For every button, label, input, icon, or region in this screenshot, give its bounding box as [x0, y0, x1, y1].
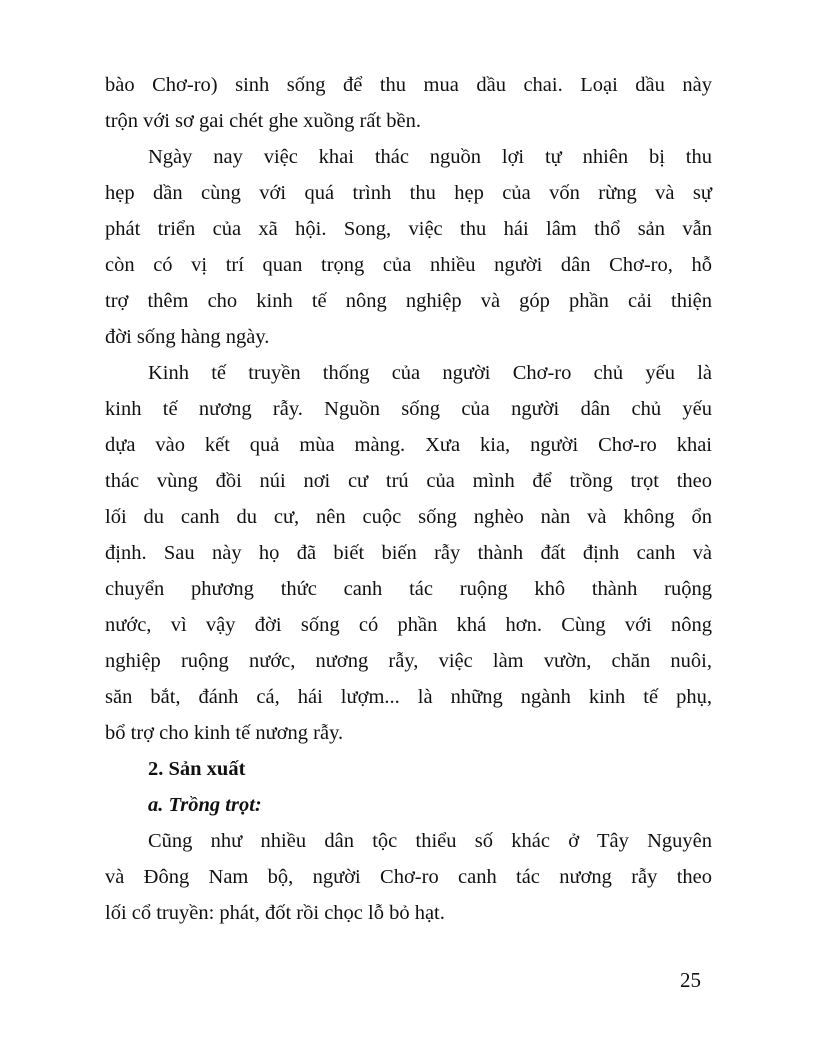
- text-line: săn bắt, đánh cá, hái lượm... là những ngành kinh tế phụ,: [105, 686, 712, 708]
- text-line: Kinh tế truyền thống của người Chơ-ro chủ yếu là: [148, 362, 712, 384]
- text-line: đời sống hàng ngày.: [105, 326, 270, 348]
- text-line: phát triển của xã hội. Song, việc thu hái lâm thổ sản vẫn: [105, 218, 712, 240]
- text-line: chuyển phương thức canh tác ruộng khô thành ruộng: [105, 578, 712, 600]
- text-line: và Đông Nam bộ, người Chơ-ro canh tác nương rẫy theo: [105, 866, 712, 888]
- text-line: kinh tế nương rẫy. Nguồn sống của người dân chủ yếu: [105, 398, 712, 420]
- text-line: trộn với sơ gai chét ghe xuồng rất bền.: [105, 110, 422, 132]
- section-heading: 2. Sản xuất: [148, 758, 246, 780]
- text-line: thác vùng đồi núi nơi cư trú của mình để trồng trọt theo: [105, 470, 712, 492]
- page-body: [105, 67, 712, 931]
- text-line: Ngày nay việc khai thác nguồn lợi tự nhiên bị thu: [148, 146, 712, 168]
- text-line: lối du canh du cư, nên cuộc sống nghèo nàn và không ổn: [105, 506, 712, 528]
- text-line: lối cổ truyền: phát, đốt rồi chọc lỗ bỏ hạt.: [105, 902, 445, 924]
- text-line: Cũng như nhiều dân tộc thiểu số khác ở Tây Nguyên: [148, 830, 712, 852]
- text-line: hẹp dần cùng với quá trình thu hẹp của vốn rừng và sự: [105, 182, 712, 204]
- page-number: 25: [680, 968, 701, 992]
- text-line: trợ thêm cho kinh tế nông nghiệp và góp phần cải thiện: [105, 290, 712, 312]
- text-line: nước, vì vậy đời sống có phần khá hơn. Cùng với nông: [105, 614, 712, 636]
- text-line: định. Sau này họ đã biết biến rẫy thành đất định canh và: [105, 542, 712, 564]
- text-line: còn có vị trí quan trọng của nhiều người dân Chơ-ro, hỗ: [105, 254, 712, 276]
- text-line: dựa vào kết quả mùa màng. Xưa kia, người Chơ-ro khai: [105, 434, 712, 456]
- subsection-heading: a. Trồng trọt:: [148, 794, 262, 816]
- text-line: bổ trợ cho kinh tế nương rẫy.: [105, 722, 344, 744]
- text-line: nghiệp ruộng nước, nương rẫy, việc làm vườn, chăn nuôi,: [105, 650, 712, 672]
- text-line: bào Chơ-ro) sinh sống để thu mua dầu chai. Loại dầu này: [105, 74, 712, 96]
